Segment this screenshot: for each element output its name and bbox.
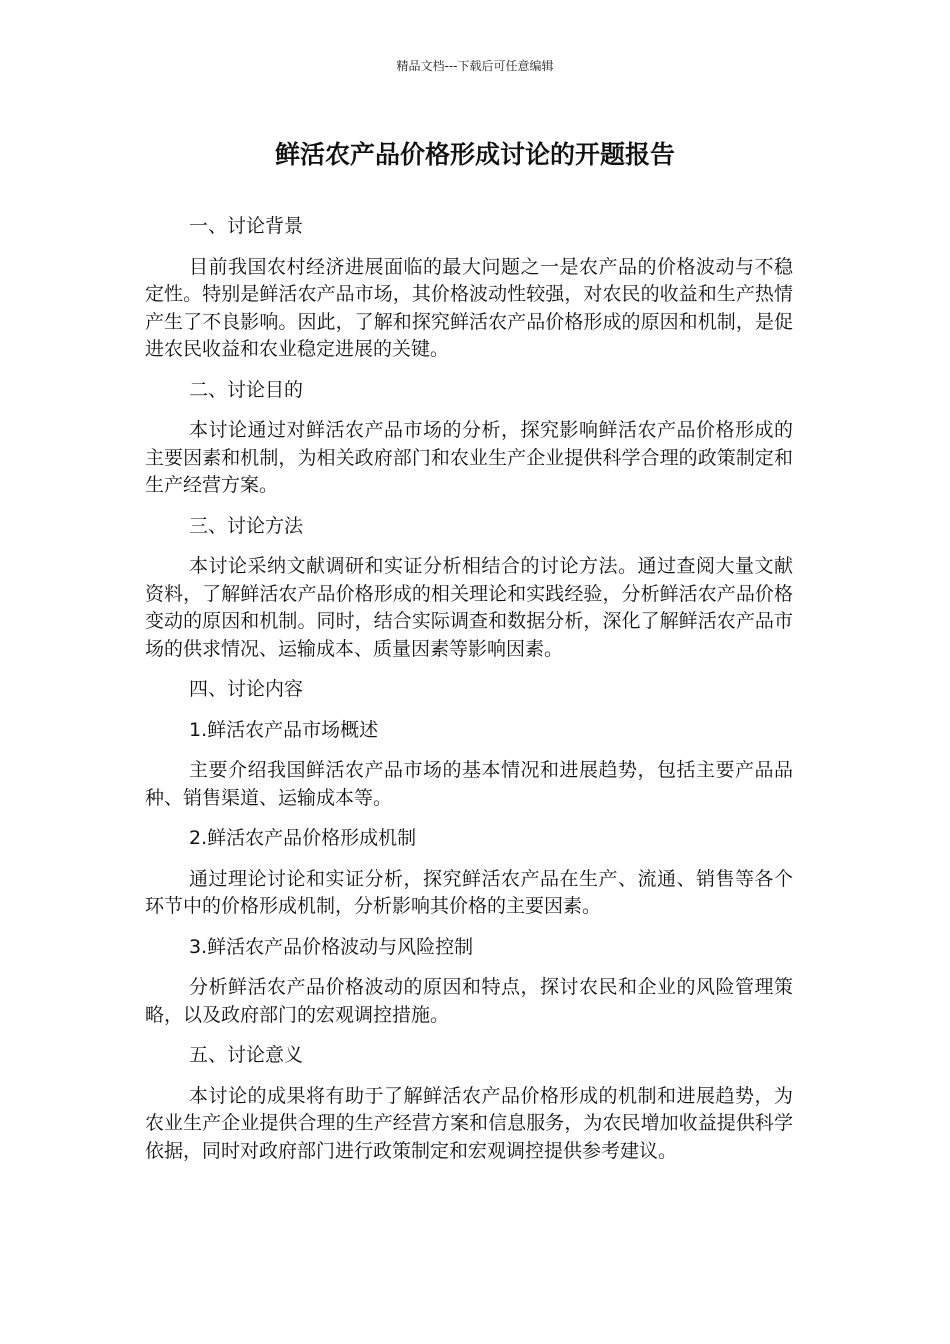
header-note: 精品文档---下载后可任意编辑 — [396, 59, 554, 73]
subsection-heading-market-overview: 1.鲜活农产品市场概述 — [189, 718, 379, 741]
section-paragraph-method: 本讨论采纳文献调研和实证分析相结合的讨论方法。通过查阅大量文献资料，了解鲜活农产品价格形成的相关理论和实践经验，分析鲜活农产品价格变动的原因和机制。同时，结合实际调查和数据分析，深化了解鲜活农产品市场的供求情况、运输成本、质量因素等影响因素。 — [145, 555, 793, 660]
section-heading-content: 四、讨论内容 — [189, 678, 304, 700]
subsection-heading-risk-control: 3.鲜活农产品价格波动与风险控制 — [189, 935, 474, 958]
section-heading-background: 一、讨论背景 — [189, 215, 304, 237]
subsection-paragraph-price-mechanism: 通过理论讨论和实证分析，探究鲜活农产品在生产、流通、销售等各个环节中的价格形成机制，分析影响其价格的主要因素。 — [145, 867, 793, 917]
subsection-heading-price-mechanism: 2.鲜活农产品价格形成机制 — [189, 827, 417, 849]
section-paragraph-purpose: 本讨论通过对鲜活农产品市场的分析，探究影响鲜活农产品价格形成的主要因素和机制，为相关政府部门和农业生产企业提供科学合理的政策制定和生产经营方案。 — [145, 419, 793, 496]
section-heading-method: 三、讨论方法 — [189, 514, 304, 537]
section-heading-significance: 五、讨论意义 — [189, 1044, 304, 1066]
document-title: 鲜活农产品价格形成讨论的开题报告 — [274, 140, 675, 169]
section-paragraph-significance: 本讨论的成果将有助于了解鲜活农产品价格形成的机制和进展趋势，为农业生产企业提供合理的生产经营方案和信息服务，为农民增加收益提供科学依据，同时对政府部门进行政策制定和宏观调控提供参考建议。 — [145, 1084, 793, 1162]
subsection-paragraph-market-overview: 主要介绍我国鲜活农产品市场的基本情况和进展趋势，包括主要产品品种、销售渠道、运输成本等。 — [145, 759, 793, 809]
subsection-paragraph-risk-control: 分析鲜活农产品价格波动的原因和特点，探讨农民和企业的风险管理策略，以及政府部门的宏观调控措施。 — [145, 976, 793, 1026]
document-body — [145, 213, 793, 1178]
section-paragraph-background: 目前我国农村经济进展面临的最大问题之一是农产品的价格波动与不稳定性。特别是鲜活农产品市场，其价格波动性较强，对农民的收益和生产热情产生了不良影响。因此，了解和探究鲜活农产品价格形成的原因和机制，是促进农民收益和农业稳定进展的关键。 — [145, 255, 793, 360]
section-heading-purpose: 二、讨论目的 — [189, 378, 304, 401]
